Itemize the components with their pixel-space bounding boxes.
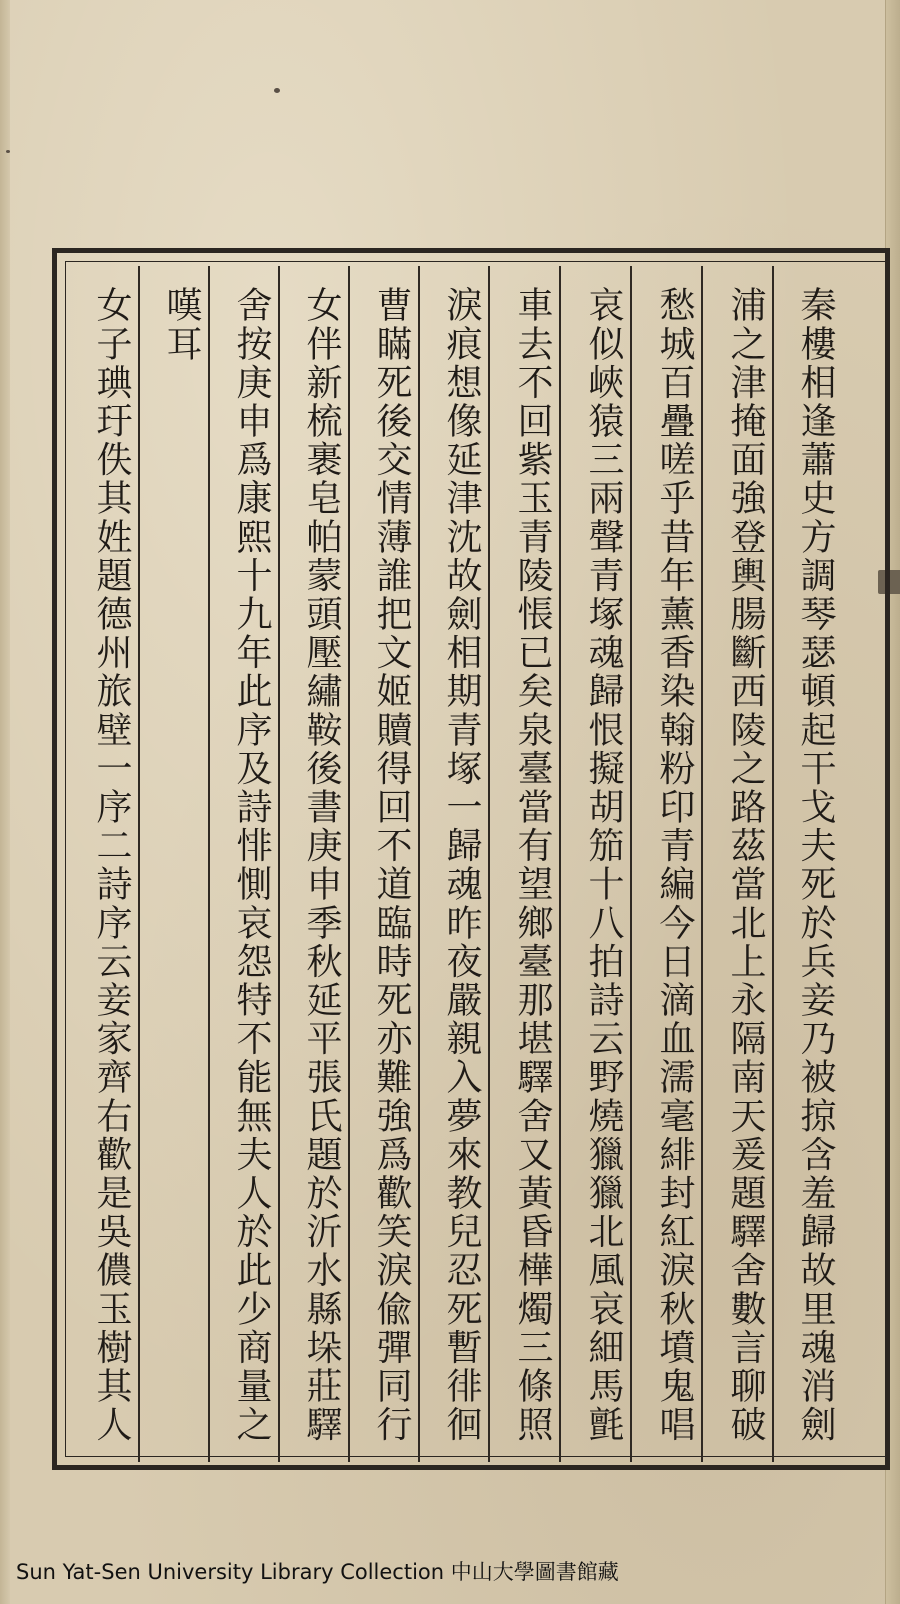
- text-frame-inner-border: [65, 261, 885, 1457]
- text-column-6: [430, 272, 492, 1458]
- text-column-5: [501, 272, 563, 1458]
- column-text: 曹瞞死後交情薄誰把文姬贖得回不道臨時死亦難強爲歡笑淚偸彈同行: [371, 286, 412, 1444]
- text-frame: [52, 248, 890, 1470]
- collection-credit: Sun Yat-Sen University Library Collection 中山大學圖書館藏: [16, 1560, 619, 1584]
- column-text: 車去不回紫玉青陵悵已矣泉臺當有望鄉臺那堪驛舍又黃昏樺燭三條照: [512, 286, 553, 1444]
- column-text: 淚痕想像延津沈故劍相期青塚一歸魂昨夜嚴親入夢來教兒忍死暫徘徊: [441, 286, 482, 1444]
- ink-speck: [6, 150, 10, 153]
- text-column-9: [220, 272, 282, 1458]
- page-left-edge: [0, 0, 10, 1604]
- column-text: 秦樓相逢蕭史方調琴瑟頓起干戈夫死於兵妾乃被掠含羞歸故里魂消劍: [795, 286, 836, 1444]
- text-column-8: [290, 272, 352, 1458]
- column-text: 嘆耳: [161, 286, 202, 364]
- text-column-1: [784, 272, 846, 1458]
- column-text: 女伴新梳裹皂帕蒙頭壓繡鞍後書庚申季秋延平張氏題於沂水縣垛莊驛: [301, 286, 342, 1444]
- column-text: 哀似峽猿三兩聲青塚魂歸恨擬胡笳十八拍詩云野燒獵獵北風哀細馬氈: [583, 286, 624, 1444]
- text-column-2: [714, 272, 776, 1458]
- ink-speck: [274, 88, 280, 93]
- column-text: 舍按庚申爲康熙十九年此序及詩悱惻哀怨特不能無夫人於此少商量之: [231, 286, 272, 1444]
- text-column-10: [150, 272, 212, 1458]
- text-column-11: [80, 272, 142, 1458]
- column-text: 浦之津掩面強登輿腸斷西陵之路茲當北上永隔南天爰題驛舍數言聊破: [725, 286, 766, 1444]
- text-column-3: [643, 272, 705, 1458]
- column-text: 愁城百疊嗟乎昔年薰香染翰粉印青編今日滴血濡毫緋封紅淚秋墳鬼唱: [654, 286, 695, 1444]
- column-text: 女子琠玗佚其姓題德州旅壁一序二詩序云妾家齊右歡是吳儂玉樹其人: [91, 286, 132, 1444]
- text-column-4: [572, 272, 634, 1458]
- text-column-7: [360, 272, 422, 1458]
